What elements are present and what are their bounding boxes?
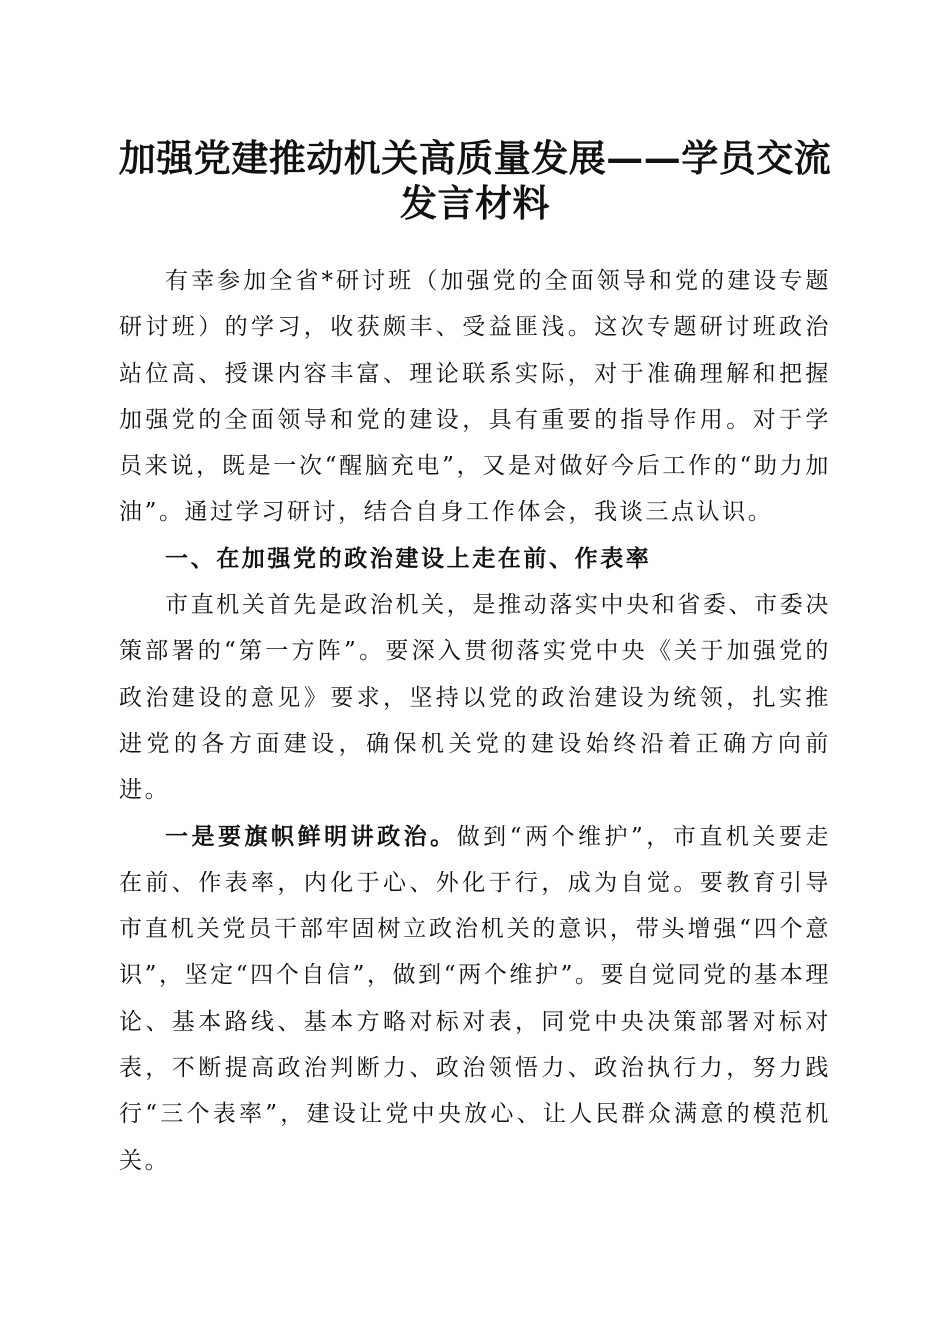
document-title: 加强党建推动机关高质量发展——学员交流发言材料	[118, 136, 832, 225]
section-paragraph: 市直机关首先是政治机关，是推动落实中央和省委、市委决策部署的“第一方阵”。要深入贯彻落实党中央《关于加强党的政治建设的意见》要求，坚持以党的政治建设为统领，扎实推进党的各方面建设，确保机关党的建设始终沿着正确方向前进。	[119, 592, 831, 804]
document-body	[119, 258, 831, 1184]
point-paragraph	[119, 814, 831, 1184]
point-lead: 一是要旗帜鲜明讲政治。	[165, 822, 457, 850]
point-text: 做到“两个维护”，市直机关要走在前、作表率，内化于心、外化于行，成为自觉。要教育引导市直机关党员干部牢固树立政治机关的意识，带头增强“四个意识”，坚定“四个自信”，做到“两个维护”。要自觉同党的基本理论、基本路线、基本方略对标对表，同党中央决策部署对标对表，不断提高政治判断力、政治领悟力、政治执行力，努力践行“三个表率”，建设让党中央放心、让人民群众满意的模范机关。	[119, 823, 831, 1174]
section-heading: 一、在加强党的政治建设上走在前、作表率	[165, 545, 652, 572]
intro-paragraph: 有幸参加全省*研讨班（加强党的全面领导和党的建设专题研讨班）的学习，收获颇丰、受益匪浅。这次专题研讨班政治站位高、授课内容丰富、理论联系实际，对于准确理解和把握加强党的全面领导和党的建设，具有重要的指导作用。对于学员来说，既是一次“醒脑充电”，又是对做好今后工作的“助力加油”。通过学习研讨，结合自身工作体会，我谈三点认识。	[119, 268, 831, 526]
